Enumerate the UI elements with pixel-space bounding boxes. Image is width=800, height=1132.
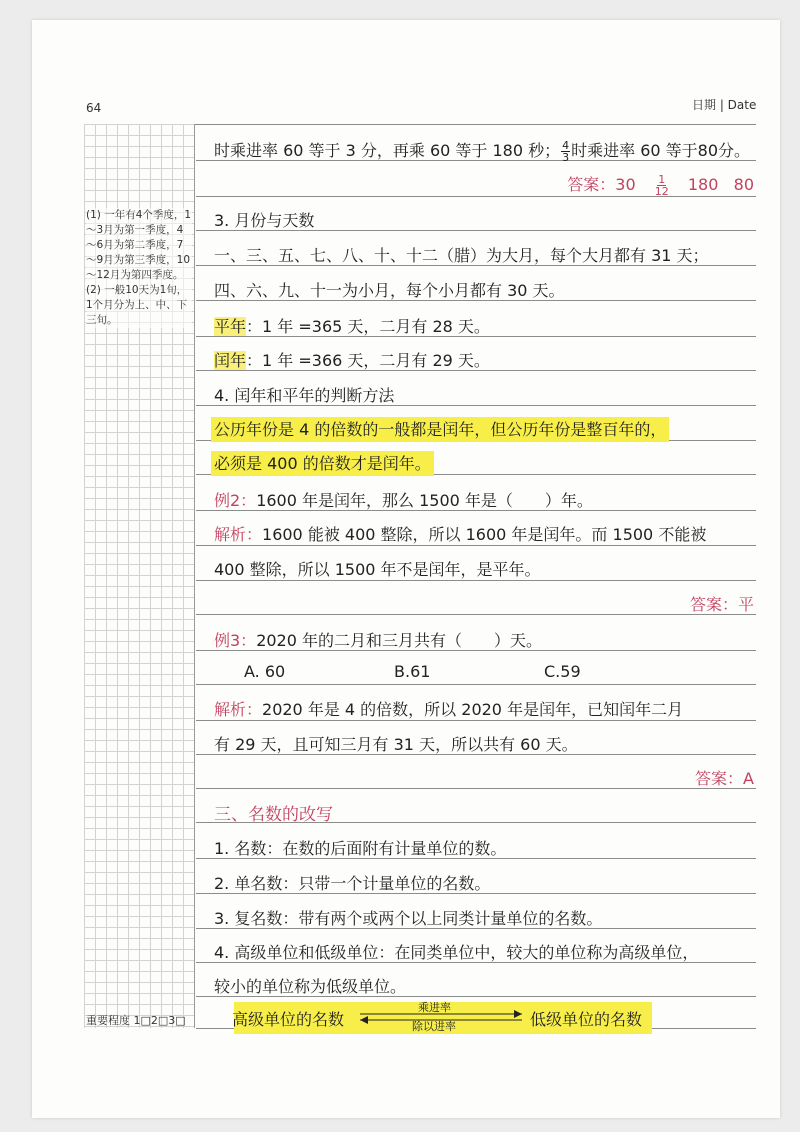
leap-year-label: 闰年	[214, 351, 247, 370]
answer-3: 答案：A	[695, 769, 754, 788]
analysis-label: 解析：	[214, 700, 263, 719]
heading-months: 3. 月份与天数	[214, 211, 315, 230]
heading-leap-rule: 4. 闰年和平年的判断方法	[214, 386, 395, 405]
answer-label: 答案：30	[567, 175, 636, 194]
text: 1600 年是闰年，那么 1500 年是（ ）年。	[256, 491, 593, 510]
line-leap-rule-2	[214, 451, 774, 474]
multiply-rate-label: 乘进率	[418, 1001, 451, 1014]
ruled-line	[196, 720, 756, 721]
text: ：1 年 =366 天，二月有 29 天。	[246, 351, 490, 370]
answer-2: 答案：平	[689, 595, 754, 614]
ruled-line	[196, 580, 756, 581]
text: 2020 年的二月和三月共有（ ）天。	[256, 631, 542, 650]
answer-line-1	[567, 172, 754, 197]
page-number: 64	[86, 101, 102, 115]
side-note	[86, 208, 192, 328]
ruled-line	[196, 614, 756, 615]
example-label: 例3：	[214, 631, 257, 650]
text: 2020 年是 4 的倍数，所以 2020 年是闰年，已知闰年二月	[262, 700, 684, 719]
line-common-year	[214, 314, 774, 337]
line-time-conversion	[214, 138, 774, 163]
date-label: 日期 | Date	[692, 98, 757, 112]
text: 1600 能被 400 整除，所以 1600 年是闰年。而 1500 不能被	[262, 525, 707, 544]
example-3-options	[244, 662, 800, 681]
answer-rest: 180 80	[687, 175, 754, 194]
def-denominate-number: 1. 名数：在数的后面附有计量单位的数。	[214, 839, 507, 858]
example-3	[214, 628, 774, 651]
example-label: 例2：	[214, 491, 257, 510]
text: 时乘进率 60 等于80分。	[571, 141, 751, 160]
highlighted-text: 必须是 400 的倍数才是闰年。	[214, 454, 431, 473]
ruled-line	[196, 474, 756, 475]
importance-rating: 重要程度 1□2□3□	[86, 1014, 186, 1027]
line-leap-rule-1	[214, 417, 774, 440]
fraction	[655, 174, 669, 197]
fraction-num: 4	[562, 139, 570, 152]
common-year-label: 平年	[214, 317, 247, 336]
high-unit-label: 高级单位的名数	[232, 1010, 345, 1029]
option-a: A. 60	[244, 662, 286, 681]
fraction	[561, 140, 570, 163]
analysis-label: 解析：	[214, 525, 263, 544]
analysis-3-line-1	[214, 697, 774, 720]
option-b: B.61	[394, 662, 431, 681]
analysis-2-line-2: 400 整除，所以 1500 年不是闰年，是平年。	[214, 560, 541, 579]
def-compound-denominate: 3. 复名数：带有两个或两个以上同类计量单位的名数。	[214, 909, 603, 928]
analysis-3-line-2: 有 29 天，且可知三月有 31 天，所以共有 60 天。	[214, 735, 578, 754]
line-leap-year	[214, 348, 774, 371]
def-units-line-1: 4. 高级单位和低级单位：在同类单位中，较大的单位称为高级单位，	[214, 943, 699, 962]
divide-rate-label: 除以进率	[412, 1020, 456, 1033]
conversion-arrows-icon	[356, 1008, 526, 1026]
text: 时乘进率 60 等于 3 分，再乘 60 等于 180 秒；	[214, 141, 561, 160]
line-big-months: 一、三、五、七、八、十、十二（腊）为大月，每个大月都有 31 天；	[214, 246, 709, 265]
def-simple-denominate: 2. 单名数：只带一个计量单位的名数。	[214, 874, 491, 893]
ruled-line	[196, 545, 756, 546]
analysis-2-line-1	[214, 522, 774, 545]
fraction-num: 1	[658, 173, 666, 186]
text: ：1 年 =365 天，二月有 28 天。	[246, 317, 490, 336]
low-unit-label: 低级单位的名数	[530, 1010, 643, 1029]
fraction-den: 3	[562, 151, 570, 164]
ruled-line	[196, 440, 756, 441]
line-small-months: 四、六、九、十一为小月，每个小月都有 30 天。	[214, 281, 565, 300]
def-units-line-2: 较小的单位称为低级单位。	[214, 977, 407, 996]
ruled-line	[196, 788, 756, 789]
fraction-den: 12	[654, 185, 669, 198]
option-c: C.59	[544, 662, 581, 681]
side-note-quarters: (1) 一年有4个季度，1～3月为第一季度，4～6月为第二季度，7～9月为第三季度，10～12月为第四季度。	[86, 209, 192, 281]
highlighted-text: 公历年份是 4 的倍数的一般都是闰年，但公历年份是整百年的，	[214, 420, 667, 439]
section-heading-denominate-numbers: 三、名数的改写	[214, 805, 333, 825]
side-note-xun: (2) 一般10天为1旬，1个月分为上、中、下三旬。	[86, 284, 188, 326]
example-2	[214, 488, 774, 511]
ruled-line	[196, 684, 756, 685]
